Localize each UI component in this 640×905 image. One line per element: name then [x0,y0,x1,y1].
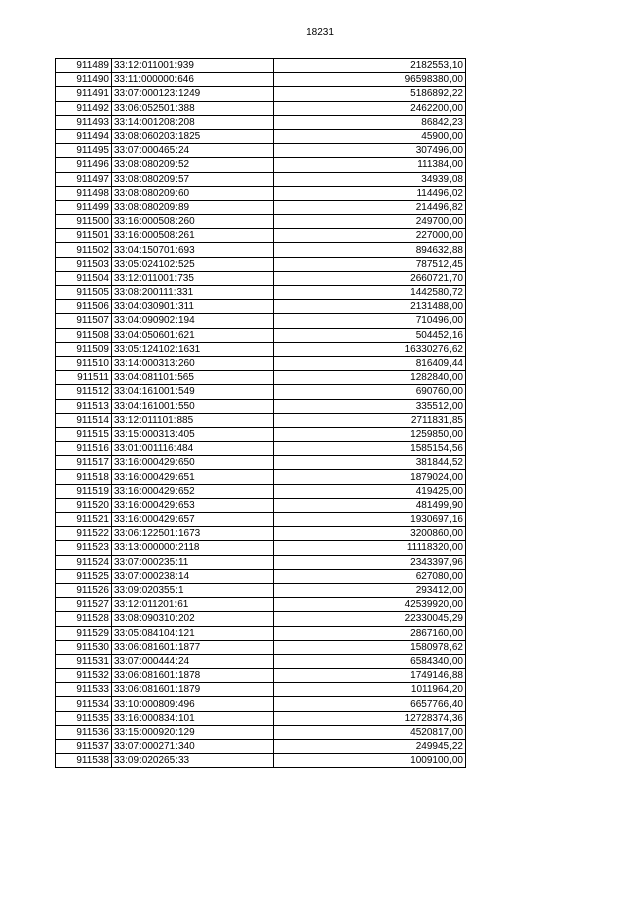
table-row [56,427,466,441]
table-body [56,59,466,768]
cadastral-number-cell: 33:04:081101:565 [112,371,274,385]
cadastral-number-cell: 33:12:011001:735 [112,271,274,285]
cadastral-number-cell: 33:13:000000:2118 [112,541,274,555]
cadastral-number-cell: 33:05:024102:525 [112,257,274,271]
cadastral-value-cell: 249945,22 [274,740,466,754]
table-row [56,356,466,370]
row-number-cell: 911499 [56,200,112,214]
table-row [56,498,466,512]
cadastral-number-cell: 33:08:090310:202 [112,612,274,626]
row-number-cell: 911521 [56,513,112,527]
cadastral-value-cell: 114496,02 [274,186,466,200]
row-number-cell: 911524 [56,555,112,569]
cadastral-number-cell: 33:08:080209:60 [112,186,274,200]
cadastral-number-cell: 33:16:000429:651 [112,470,274,484]
table-row [56,129,466,143]
table-row [56,371,466,385]
table-row [56,101,466,115]
row-number-cell: 911527 [56,598,112,612]
cadastral-value-cell: 11118320,00 [274,541,466,555]
cadastral-value-cell: 1442580,72 [274,286,466,300]
cadastral-value-cell: 111384,00 [274,158,466,172]
page-number: 18231 [306,27,334,38]
table-row [56,725,466,739]
table-row [56,442,466,456]
row-number-cell: 911506 [56,300,112,314]
row-number-cell: 911502 [56,243,112,257]
cadastral-number-cell: 33:09:020265:33 [112,754,274,768]
row-number-cell: 911495 [56,144,112,158]
cadastral-value-cell: 249700,00 [274,215,466,229]
cadastral-number-cell: 33:15:000313:405 [112,427,274,441]
row-number-cell: 911510 [56,356,112,370]
table-row [56,456,466,470]
cadastral-value-cell: 710496,00 [274,314,466,328]
cadastral-value-cell: 307496,00 [274,144,466,158]
cadastral-value-cell: 6584340,00 [274,654,466,668]
table-row [56,257,466,271]
cadastral-value-cell: 45900,00 [274,129,466,143]
row-number-cell: 911513 [56,399,112,413]
cadastral-number-cell: 33:08:080209:52 [112,158,274,172]
row-number-cell: 911536 [56,725,112,739]
cadastral-number-cell: 33:08:080209:57 [112,172,274,186]
row-number-cell: 911532 [56,669,112,683]
row-number-cell: 911507 [56,314,112,328]
table-row [56,115,466,129]
cadastral-value-cell: 690760,00 [274,385,466,399]
cadastral-number-cell: 33:16:000429:650 [112,456,274,470]
cadastral-number-cell: 33:04:161001:550 [112,399,274,413]
row-number-cell: 911514 [56,413,112,427]
row-number-cell: 911517 [56,456,112,470]
row-number-cell: 911516 [56,442,112,456]
cadastral-value-cell: 2867160,00 [274,626,466,640]
cadastral-number-cell: 33:07:000238:14 [112,569,274,583]
table-row [56,484,466,498]
row-number-cell: 911508 [56,328,112,342]
table-row [56,527,466,541]
table-row [56,640,466,654]
cadastral-value-cell: 1585154,56 [274,442,466,456]
table-row [56,711,466,725]
cadastral-value-cell: 1580978,62 [274,640,466,654]
cadastral-number-cell: 33:08:060203:1825 [112,129,274,143]
cadastral-number-cell: 33:06:081601:1879 [112,683,274,697]
cadastral-number-cell: 33:12:011101:885 [112,413,274,427]
cadastral-number-cell: 33:08:200111:331 [112,286,274,300]
cadastral-value-cell: 2131488,00 [274,300,466,314]
row-number-cell: 911493 [56,115,112,129]
table-row [56,399,466,413]
cadastral-number-cell: 33:09:020355:1 [112,583,274,597]
table-row [56,513,466,527]
cadastral-value-cell: 381844,52 [274,456,466,470]
row-number-cell: 911530 [56,640,112,654]
cadastral-value-cell: 1259850,00 [274,427,466,441]
cadastral-number-cell: 33:04:030901:311 [112,300,274,314]
cadastral-number-cell: 33:01:001116:484 [112,442,274,456]
cadastral-number-cell: 33:11:000000:646 [112,73,274,87]
table-row [56,229,466,243]
row-number-cell: 911489 [56,59,112,73]
row-number-cell: 911526 [56,583,112,597]
cadastral-value-cell: 894632,88 [274,243,466,257]
cadastral-number-cell: 33:16:000429:657 [112,513,274,527]
cadastral-value-cell: 214496,82 [274,200,466,214]
cadastral-number-cell: 33:08:080209:89 [112,200,274,214]
table-row [56,158,466,172]
table-row [56,215,466,229]
table-row [56,385,466,399]
table-row [56,271,466,285]
cadastral-value-cell: 2343397,96 [274,555,466,569]
cadastral-value-cell: 227000,00 [274,229,466,243]
row-number-cell: 911504 [56,271,112,285]
table-row [56,598,466,612]
cadastral-value-cell: 1282840,00 [274,371,466,385]
cadastral-number-cell: 33:14:001208:208 [112,115,274,129]
cadastral-value-cell: 293412,00 [274,583,466,597]
cadastral-number-cell: 33:04:050601:621 [112,328,274,342]
table-row [56,300,466,314]
cadastral-value-cell: 335512,00 [274,399,466,413]
table-row [56,73,466,87]
cadastral-number-cell: 33:07:000271:340 [112,740,274,754]
row-number-cell: 911494 [56,129,112,143]
cadastral-number-cell: 33:04:150701:693 [112,243,274,257]
cadastral-value-cell: 22330045,29 [274,612,466,626]
row-number-cell: 911533 [56,683,112,697]
row-number-cell: 911497 [56,172,112,186]
row-number-cell: 911520 [56,498,112,512]
cadastral-value-cell: 4520817,00 [274,725,466,739]
cadastral-value-cell: 12728374,36 [274,711,466,725]
cadastral-value-table [55,58,466,768]
cadastral-value-cell: 504452,16 [274,328,466,342]
table-row [56,186,466,200]
table-row [56,697,466,711]
row-number-cell: 911535 [56,711,112,725]
cadastral-number-cell: 33:15:000920:129 [112,725,274,739]
cadastral-value-cell: 787512,45 [274,257,466,271]
cadastral-value-cell: 627080,00 [274,569,466,583]
row-number-cell: 911538 [56,754,112,768]
cadastral-value-cell: 2711831,85 [274,413,466,427]
row-number-cell: 911522 [56,527,112,541]
row-number-cell: 911492 [56,101,112,115]
cadastral-value-cell: 2462200,00 [274,101,466,115]
row-number-cell: 911518 [56,470,112,484]
cadastral-number-cell: 33:05:124102:1631 [112,342,274,356]
cadastral-number-cell: 33:16:000429:653 [112,498,274,512]
table-row [56,654,466,668]
row-number-cell: 911505 [56,286,112,300]
table-row [56,328,466,342]
row-number-cell: 911537 [56,740,112,754]
cadastral-number-cell: 33:16:000429:652 [112,484,274,498]
table-row [56,683,466,697]
cadastral-value-cell: 1879024,00 [274,470,466,484]
cadastral-number-cell: 33:05:084104:121 [112,626,274,640]
cadastral-value-cell: 86842,23 [274,115,466,129]
cadastral-number-cell: 33:10:000809:496 [112,697,274,711]
cadastral-number-cell: 33:07:000465:24 [112,144,274,158]
row-number-cell: 911512 [56,385,112,399]
cadastral-value-cell: 96598380,00 [274,73,466,87]
cadastral-value-cell: 1749146,88 [274,669,466,683]
cadastral-number-cell: 33:12:011201:61 [112,598,274,612]
row-number-cell: 911519 [56,484,112,498]
row-number-cell: 911491 [56,87,112,101]
row-number-cell: 911511 [56,371,112,385]
cadastral-number-cell: 33:06:081601:1878 [112,669,274,683]
table-row [56,200,466,214]
row-number-cell: 911501 [56,229,112,243]
row-number-cell: 911509 [56,342,112,356]
row-number-cell: 911531 [56,654,112,668]
table-row [56,583,466,597]
cadastral-value-cell: 16330276,62 [274,342,466,356]
table-row [56,569,466,583]
cadastral-number-cell: 33:04:090902:194 [112,314,274,328]
cadastral-number-cell: 33:07:000444:24 [112,654,274,668]
row-number-cell: 911515 [56,427,112,441]
table-row [56,612,466,626]
row-number-cell: 911503 [56,257,112,271]
cadastral-number-cell: 33:06:122501:1673 [112,527,274,541]
cadastral-number-cell: 33:06:081601:1877 [112,640,274,654]
table-row [56,87,466,101]
cadastral-value-cell: 816409,44 [274,356,466,370]
table-row [56,172,466,186]
cadastral-value-cell: 419425,00 [274,484,466,498]
cadastral-number-cell: 33:07:000235:11 [112,555,274,569]
row-number-cell: 911490 [56,73,112,87]
row-number-cell: 911500 [56,215,112,229]
row-number-cell: 911528 [56,612,112,626]
cadastral-value-cell: 6657766,40 [274,697,466,711]
cadastral-number-cell: 33:04:161001:549 [112,385,274,399]
cadastral-number-cell: 33:16:000508:260 [112,215,274,229]
cadastral-number-cell: 33:14:000313:260 [112,356,274,370]
table-row [56,626,466,640]
cadastral-value-cell: 1009100,00 [274,754,466,768]
row-number-cell: 911525 [56,569,112,583]
table-row [56,286,466,300]
cadastral-value-cell: 34939,08 [274,172,466,186]
table-row [56,470,466,484]
cadastral-value-cell: 5186892,22 [274,87,466,101]
row-number-cell: 911534 [56,697,112,711]
table-row [56,555,466,569]
cadastral-value-cell: 2182553,10 [274,59,466,73]
cadastral-number-cell: 33:16:000834:101 [112,711,274,725]
cadastral-number-cell: 33:16:000508:261 [112,229,274,243]
cadastral-number-cell: 33:07:000123:1249 [112,87,274,101]
cadastral-number-cell: 33:06:052501:388 [112,101,274,115]
table-row [56,144,466,158]
table-row [56,669,466,683]
row-number-cell: 911496 [56,158,112,172]
cadastral-value-cell: 1011964,20 [274,683,466,697]
cadastral-value-cell: 2660721,70 [274,271,466,285]
cadastral-value-cell: 42539920,00 [274,598,466,612]
table-row [56,59,466,73]
table-row [56,413,466,427]
row-number-cell: 911523 [56,541,112,555]
table-row [56,314,466,328]
cadastral-value-cell: 481499,90 [274,498,466,512]
row-number-cell: 911498 [56,186,112,200]
table-row [56,754,466,768]
table-row [56,541,466,555]
row-number-cell: 911529 [56,626,112,640]
table-row [56,342,466,356]
table-row [56,740,466,754]
cadastral-number-cell: 33:12:011001:939 [112,59,274,73]
table-row [56,243,466,257]
cadastral-value-cell: 3200860,00 [274,527,466,541]
cadastral-value-cell: 1930697,16 [274,513,466,527]
